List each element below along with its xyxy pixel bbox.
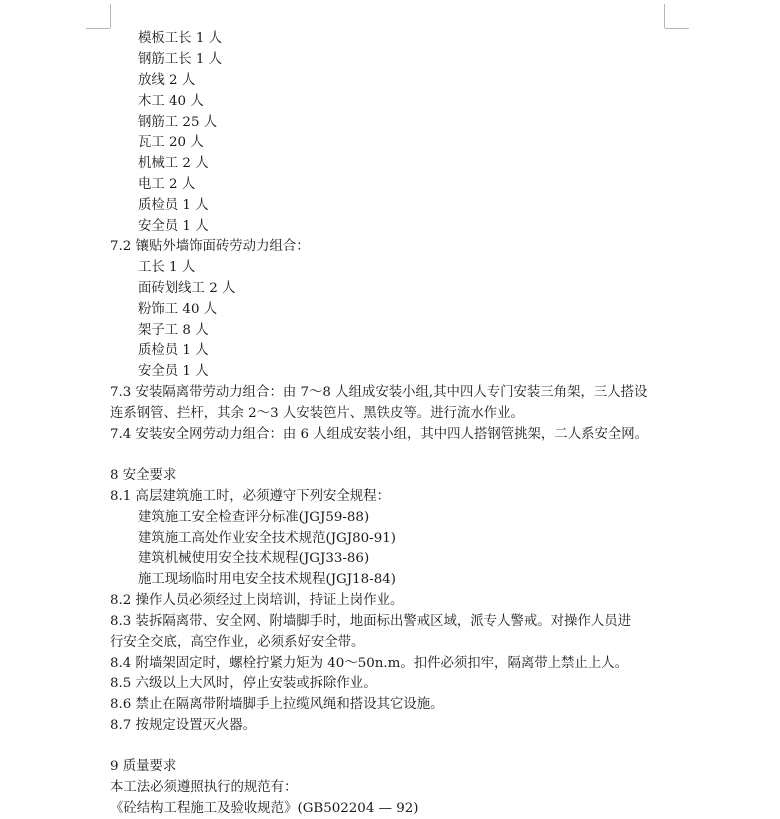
- crop-mark-top-right: [665, 28, 689, 29]
- staff-item: 木工 40 人: [138, 94, 204, 109]
- staff-item: 钢筋工 25 人: [138, 115, 218, 130]
- staff-item: 面砖划线工 2 人: [138, 281, 236, 296]
- paragraph-line: 8.1 高层建筑施工时，必须遵守下列安全规程：: [110, 489, 390, 504]
- paragraph-line: 8.4 附墙架固定时，螺栓拧紧力矩为 40～50n.m。扣件必须扣牢，隔离带上禁止上人。: [110, 656, 628, 671]
- section-heading: 7.2 镶贴外墙饰面砖劳动力组合：: [110, 239, 310, 254]
- staff-item: 安全员 1 人: [138, 364, 209, 379]
- staff-item: 机械工 2 人: [138, 156, 209, 171]
- staff-item: 架子工 8 人: [138, 323, 209, 338]
- staff-item: 工长 1 人: [138, 260, 196, 275]
- staff-item: 安全员 1 人: [138, 219, 209, 234]
- paragraph-line: 7.4 安装安全网劳动力组合：由 6 人组成安装小组，其中四人搭钢管挑架，二人系安全网。: [110, 427, 649, 442]
- staff-item: 电工 2 人: [138, 177, 196, 192]
- staff-item: 质检员 1 人: [138, 343, 209, 358]
- staff-item: 模板工长 1 人: [138, 31, 222, 46]
- paragraph-line: 7.3 安装隔离带劳动力组合：由 7～8 人组成安装小组,其中四人专门安装三角架，三人搭设: [110, 385, 648, 400]
- section-heading: 8 安全要求: [110, 468, 177, 483]
- regulation-item: 建筑施工高处作业安全技术规范(JGJ80-91): [138, 531, 396, 546]
- staff-item: 粉饰工 40 人: [138, 302, 218, 317]
- crop-mark-top-left: [86, 28, 110, 29]
- paragraph-line: 8.7 按规定设置灭火器。: [110, 718, 257, 733]
- crop-mark-top-right: [664, 4, 665, 28]
- paragraph-line: 8.3 装拆隔离带、安全网、附墙脚手时，地面标出警戒区域，派专人警戒。对操作人员进: [110, 614, 632, 629]
- staff-item: 质检员 1 人: [138, 198, 209, 213]
- staff-item: 钢筋工长 1 人: [138, 52, 222, 67]
- paragraph-line: 行安全交底，高空作业，必须系好安全带。: [110, 635, 365, 650]
- paragraph-line: 连系钢管、拦杆，其余 2～3 人安装笆片、黑铁皮等。进行流水作业。: [110, 406, 524, 421]
- paragraph-line: 8.6 禁止在隔离带附墙脚手上拉缆风绳和搭设其它设施。: [110, 697, 444, 712]
- regulation-item: 施工现场临时用电安全技术规程(JGJ18-84): [138, 572, 396, 587]
- staff-item: 放线 2 人: [138, 73, 196, 88]
- paragraph-line: 本工法必须遵照执行的规范有：: [110, 780, 298, 795]
- crop-mark-top-left: [110, 4, 111, 28]
- staff-item: 瓦工 20 人: [138, 135, 204, 150]
- paragraph-line: 8.2 操作人员必须经过上岗培训，持证上岗作业。: [110, 593, 404, 608]
- paragraph-line: 8.5 六级以上大风时，停止安装或拆除作业。: [110, 676, 377, 691]
- regulation-item: 建筑机械使用安全技术规程(JGJ33-86): [138, 551, 370, 566]
- paragraph-line: 《砼结构工程施工及验收规范》(GB502204 — 92): [110, 801, 419, 816]
- section-heading: 9 质量要求: [110, 759, 177, 774]
- regulation-item: 建筑施工安全检查评分标准(JGJ59-88): [138, 510, 370, 525]
